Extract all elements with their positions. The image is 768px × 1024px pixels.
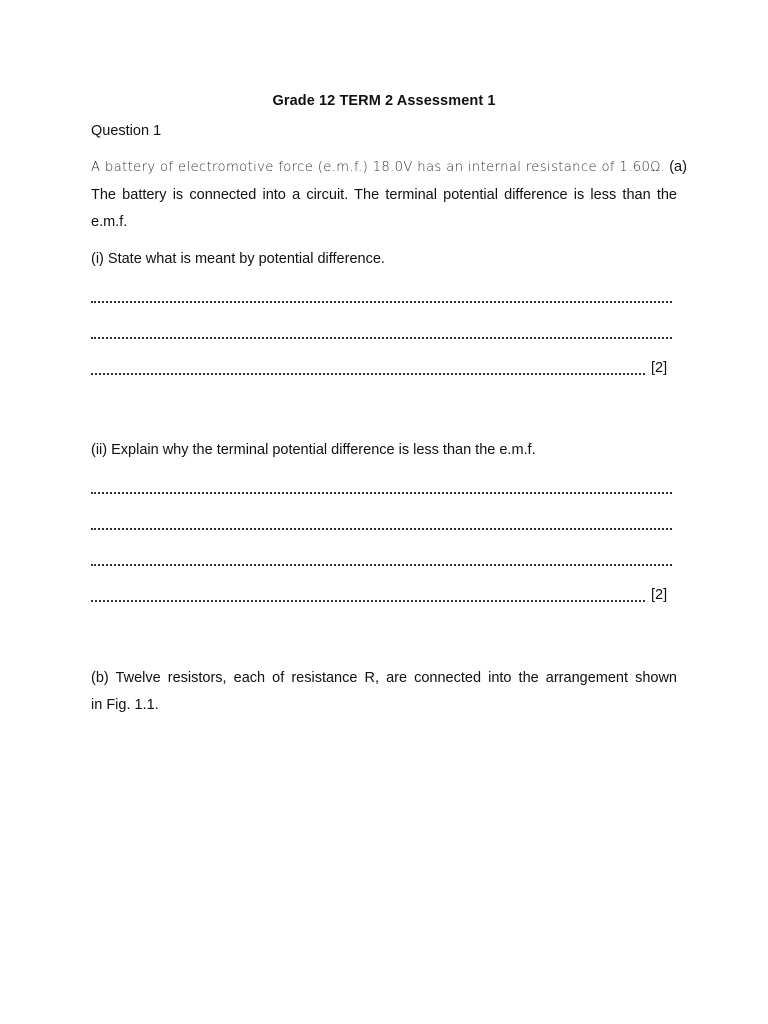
question-intro-line-3: e.m.f.: [91, 214, 128, 230]
question-intro-battery-text: A battery of electromotive force (e.m.f.) 18.0V has an internal resistance of 1.60Ω.: [91, 160, 666, 175]
part-a-label: (a): [669, 159, 687, 175]
part-b-line-2: in Fig. 1.1.: [91, 697, 159, 713]
part-b-line-1: [91, 670, 677, 686]
part-i-answer-line[interactable]: [91, 359, 645, 375]
part-ii-prompt: (ii) Explain why the terminal potential difference is less than the e.m.f.: [91, 442, 536, 458]
part-i-prompt: (i) State what is meant by potential difference.: [91, 251, 385, 267]
question-intro-line-1: [91, 159, 687, 175]
question-intro-line-2-text: The battery is connected into a circuit. The terminal potential difference is less than the: [91, 187, 677, 203]
page-title-text: Grade 12 TERM 2 Assessment 1: [272, 93, 496, 109]
part-ii-marks: [2]: [651, 587, 668, 603]
part-i-marks: [2]: [651, 360, 668, 376]
part-ii-answer-line[interactable]: [91, 478, 672, 494]
part-ii-answer-line[interactable]: [91, 586, 645, 602]
question-intro-line-2: [91, 187, 677, 203]
question-heading: Question 1: [91, 123, 162, 139]
part-i-answer-line[interactable]: [91, 287, 672, 303]
page-title: [0, 93, 768, 109]
part-ii-answer-line[interactable]: [91, 550, 672, 566]
part-b-line-1-text: (b) Twelve resistors, each of resistance R, are connected into the arrangement shown: [91, 670, 677, 686]
part-ii-answer-line[interactable]: [91, 514, 672, 530]
part-i-answer-line[interactable]: [91, 323, 672, 339]
